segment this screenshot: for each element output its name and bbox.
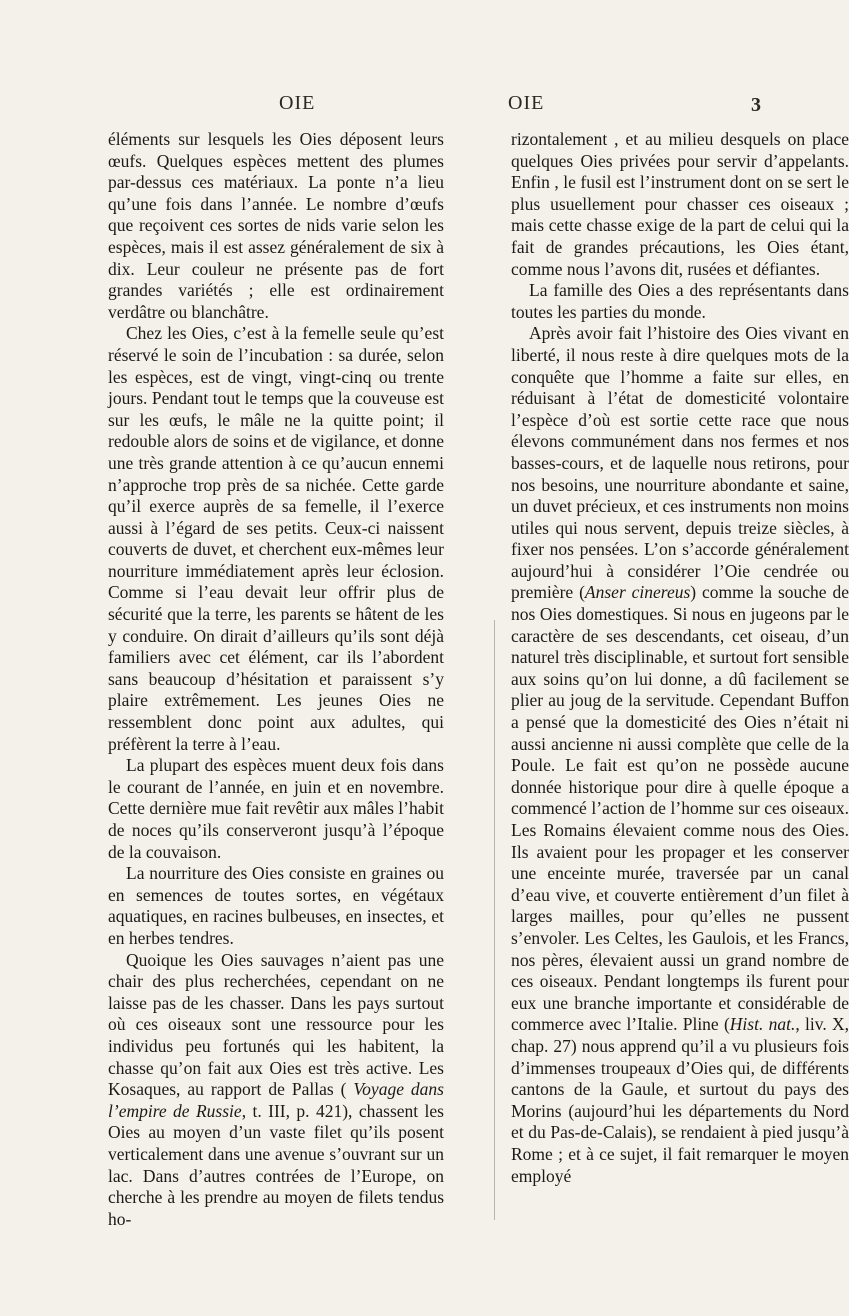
paragraph: éléments sur lesquels les Oies déposent leurs œufs. Quelques espèces mettent des plumes par-dessus ces matériaux. La ponte n’a lieu qu’une fois dans l’année. Le nombre d’œufs que reçoivent ces sortes de nids varie selon les espèces, mais il est assez généralement de six à dix. Leur couleur ne présente pas de fort grandes variétés ; elle est ordinairement verdâtre ou blanchâtre. — [108, 129, 444, 322]
paragraph — [108, 950, 444, 1231]
running-head-left: OIE — [279, 92, 316, 114]
right-text-column — [511, 129, 849, 1187]
paragraph — [511, 323, 849, 1187]
text-run: Quoique les Oies sauvages n’aient pas une chair des plus recherchées, cependant on ne laisse pas de les chasser. Dans les pays surtout où ces oiseaux sont une ressource pour les individus peu fortunés qui les habitent, la chasse qu’on fait aux Oies est très active. Les Kosaques, au rapport de Pallas ( — [108, 949, 444, 1100]
text-run: ) comme la souche de nos Oies domestiques. Si nous en jugeons par le caractère de ses descendants, cet oiseau, d’un naturel très disciplinable, et surtout fort sensible aux soins qu’on lui donne, a dû facilement se plier au joug de la servitude. Cependant Buffon a pensé que la domesticité des Oies n’était ni aussi ancienne ni aussi complète que celle de la Poule. Le fait est qu’on ne possède aucune donnée historique pour dire à quelle époque a commencé l’action de l’homme sur ces oiseaux. Les Romains élevaient comme nous des Oies. Ils avaient pour les propager et les conserver une enceinte murée, traversée par un canal d’eau vive, et couverte entièrement d’un filet à larges mailles, pour qu’elles ne pussent s’envoler. Les Celtes, les Gaulois, et les Francs, nos pères, élevaient aussi un grand nombre de ces oiseaux. Pendant longtemps ils furent pour eux une branche importante et considérable de commerce avec l’Italie. Pline ( — [511, 582, 849, 1035]
running-head-right: OIE — [508, 92, 545, 114]
paragraph: La famille des Oies a des représentants dans toutes les parties du monde. — [511, 280, 849, 322]
column-divider — [494, 620, 495, 1220]
paragraph: rizontalement , et au milieu desquels on place quelques Oies privées pour servir d’appelants. Enfin , le fusil est l’instrument dont on se sert le plus usuellement pour chasser ces oiseaux ; mais cette chasse exige de la part de celui qui la fait de grandes précautions, les Oies étant, comme nous l’avons dit, rusées et défiantes. — [511, 129, 849, 279]
paragraph: Chez les Oies, c’est à la femelle seule qu’est réservé le soin de l’incubation : sa durée, selon les espèces, est de vingt, vingt-cinq ou trente jours. Pendant tout le temps que la couveuse est sur les œufs, le mâle ne la quitte point; il redouble alors de soins et de vigilance, et donne une très grande attention à ce qu’aucun ennemi n’approche trop près de sa nichée. Cette garde qu’il exerce auprès de sa femelle, il l’exerce aussi à l’égard de ses petits. Ceux-ci naissent couverts de duvet, et cherchent eux-mêmes leur nourriture immédiatement après leur éclosion. Comme si l’eau devait leur offrir plus de sécurité que la terre, les parents se hâtent de les y conduire. On dirait d’ailleurs qu’ils sont déjà familiers avec cet élément, car ils l’abordent sans beaucoup d’hésitation et paraissent s’y plaire extrêmement. Les jeunes Oies ne ressemblent donc point aux adultes, qui préfèrent la terre à l’eau. — [108, 323, 444, 754]
italic-species-name: Anser cinereus — [584, 582, 691, 603]
paragraph: La nourriture des Oies consiste en graines ou en semences de toutes sortes, en végétaux aquatiques, en racines bulbeuses, en insectes, et en herbes tendres. — [108, 863, 444, 948]
text-run: Après avoir fait l’histoire des Oies vivant en liberté, il nous reste à dire quelques mots de la conquête que l’homme a faite sur elles, en réduisant à l’état de domesticité volontaire l’espèce d’où est sortie cette race que nous élevons communément dans nos fermes et nos basses-cours, et de laquelle nous retirons, pour nos besoins, une nourriture abondante et saine, un duvet précieux, et ces instruments non moins utiles qui nous servent, depuis treize siècles, à fixer nos pensées. L’on s’accorde généralement aujourd’hui à considérer l’Oie cendrée ou première ( — [511, 323, 849, 603]
text-run: , t. III, p. 421), chassent les Oies au moyen d’un vaste filet qu’ils posent verticalement dans une avenue s’ouvrant sur un lac. Dans d’autres contrées de l’Europe, on cherche à les prendre au moyen de filets tendus ho- — [108, 1100, 444, 1229]
left-text-column — [108, 129, 444, 1230]
italic-citation: Voyage dans l’empire de Russie — [108, 1079, 444, 1121]
paragraph: La plupart des espèces muent deux fois dans le courant de l’année, en juin et en novembre. Cette dernière mue fait revêtir aux mâles l’habit de noces qu’ils conserveront jusqu’à l’époque de la couvaison. — [108, 755, 444, 862]
italic-citation: Hist. nat. — [729, 1014, 796, 1035]
page-number: 3 — [751, 94, 761, 116]
text-run: , liv. X, chap. 27) nous apprend qu’il a vu plusieurs fois d’immenses troupeaux d’Oies qui, de différents cantons de la Gaule, et surtout du pays des Morins (aujourd’hui les départements du Nord et du Pas-de-Calais), se rendaient à pied jusqu’à Rome ; et à ce sujet, il fait remarquer le moyen employé — [511, 1014, 849, 1186]
